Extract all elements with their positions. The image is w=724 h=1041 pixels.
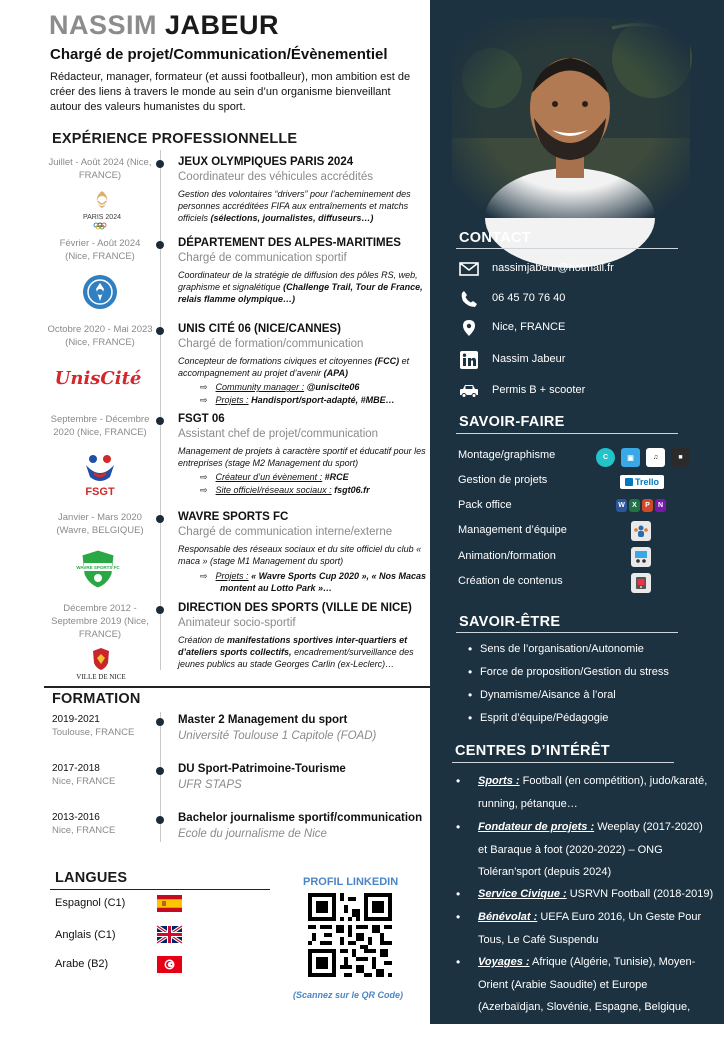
experience-sub-item: ⇨ Community manager : @uniscite06: [200, 382, 360, 392]
experience-title: EXPÉRIENCE PROFESSIONNELLE: [52, 131, 298, 147]
phone-icon: [458, 289, 480, 309]
formation-place: Toulouse, FRANCE: [52, 727, 135, 738]
experience-role: Animateur socio-sportif: [178, 617, 296, 629]
phone-text[interactable]: 06 45 70 76 40: [492, 292, 566, 304]
uk-flag-icon: [157, 926, 182, 943]
contact-title: CONTACT: [459, 230, 531, 246]
svg-text:PARIS 2024: PARIS 2024: [82, 214, 122, 221]
timeline-dot: [156, 718, 164, 726]
wavre-sports-logo: [78, 548, 118, 590]
experience-desc: Création de manifestations sportives inter-quartiers et d’ateliers sports collectifs, encadrement/surveillance des jeunes publics au stade Georges Carlin (ex-Leclerc)…: [178, 635, 414, 669]
formation-degree: DU Sport-Patrimoine-Tourisme: [178, 763, 346, 775]
section-divider: [456, 433, 678, 434]
excel-icon: X: [629, 499, 640, 512]
section-divider: [456, 248, 678, 249]
formation-date: 2019-2021: [52, 714, 100, 725]
experience-title-text: UNIS CITÉ 06 (NICE/CANNES): [178, 323, 341, 335]
experience-date: Octobre 2020 - Mai 2023 (Nice, FRANCE): [47, 324, 153, 348]
experience-sub-item: ⇨ Site officiel/réseaux sociaux : fsgt06.fr: [200, 485, 370, 495]
savoir-etre-title: SAVOIR-ÊTRE: [459, 614, 561, 630]
formation-title: FORMATION: [52, 691, 141, 707]
svg-text:FSGT: FSGT: [85, 486, 115, 498]
skill-item: Création de contenus: [458, 575, 563, 587]
car-icon: [458, 381, 480, 401]
soft-skill-item: • Esprit d’équipe/Pédagogie: [480, 712, 608, 724]
canva-icon: C: [596, 448, 615, 467]
formation-school: Université Toulouse 1 Capitole (FOAD): [178, 730, 377, 742]
powerpoint-icon: P: [642, 499, 653, 512]
svg-text:VILLE DE NICE: VILLE DE NICE: [76, 673, 126, 681]
experience-role: Assistant chef de projet/communication: [178, 428, 379, 440]
trello-icon: Trello: [620, 475, 664, 489]
spain-flag-icon: [157, 895, 182, 912]
experience-item: [0, 237, 430, 317]
timeline-dot: [156, 816, 164, 824]
experience-date: Décembre 2012 - Septembre 2019 (Nice, FRANCE): [51, 603, 149, 640]
paris-2024-logo: [78, 188, 126, 230]
experience-desc: Concepteur de formations civiques et citoyennes (FCC) et accompagnement au projet d’avenir (APA): [178, 356, 410, 378]
team-icon: [631, 521, 651, 541]
experience-title-text: JEUX OLYMPIQUES PARIS 2024: [178, 156, 354, 168]
soft-skill-item: • Force de proposition/Gestion du stress: [480, 666, 669, 678]
interest-item: • Voyages : Afrique (Algérie, Tunisie), Moyen-Orient (Arabie Saoudite) et Europe (Azerbaïdjan, Slovénie, Espagne, Belgique, Turquie, Grèce): [456, 955, 696, 1036]
experience-role: Chargé de communication interne/externe: [178, 526, 393, 538]
formation-place: Nice, FRANCE: [52, 825, 116, 836]
ville-de-nice-logo: [76, 646, 126, 682]
experience-item: [0, 602, 430, 682]
soft-skill-item: • Sens de l’organisation/Autonomie: [480, 643, 644, 655]
experience-desc: Management de projets à caractère sportif et éducatif pour les entreprises (stage M2 Management du sport): [178, 446, 426, 468]
skill-item: Management d’équipe: [458, 524, 567, 536]
experience-date: Septembre - Décembre 2020 (Nice, FRANCE): [50, 414, 150, 438]
mail-icon: [458, 259, 480, 279]
office-icons: [616, 499, 666, 512]
tunisia-flag-icon: [157, 956, 182, 973]
experience-item: [0, 156, 430, 236]
skill-item: Montage/graphisme: [458, 449, 556, 461]
timeline-dot: [156, 606, 164, 614]
svg-text:WAVRE SPORTS FC: WAVRE SPORTS FC: [76, 565, 120, 570]
interest-item: • Sports : Football (en compétition), judo/karaté, running, pétanque…: [456, 774, 708, 810]
location-pin-icon: [458, 318, 480, 338]
experience-desc: Responsable des réseaux sociaux et du site officiel du club « maca » (stage M1 Management du sport): [178, 544, 422, 566]
experience-sub-item: ⇨ Projets : « Wavre Sports Cup 2020 », « Nos Macas montent au Lotto Park »…: [200, 571, 426, 593]
word-icon: W: [616, 499, 627, 512]
contact-location: [458, 318, 698, 338]
experience-title-text: DIRECTION DES SPORTS (VILLE DE NICE): [178, 602, 412, 614]
interest-item: • Bénévolat : UEFA Euro 2016, Un Geste Pour Tous, Le Café Suspendu: [456, 910, 702, 946]
interest-item: • Service Civique : USRVN Football (2018-2019): [456, 887, 714, 901]
timeline-dot: [156, 417, 164, 425]
experience-role: Chargé de communication sportif: [178, 252, 347, 264]
linkedin-icon: [458, 350, 480, 370]
language-item: Anglais (C1): [55, 929, 116, 941]
timeline-dot: [156, 515, 164, 523]
linkedin-qr-title: PROFIL LINKEDIN: [303, 876, 399, 888]
timeline-dot: [156, 327, 164, 335]
job-title: Chargé de projet/Communication/Évènementiel: [50, 46, 388, 63]
skill-item: Animation/formation: [458, 550, 556, 562]
soft-skill-item: • Dynamisme/Aisance à l’oral: [480, 689, 616, 701]
person-name: [49, 10, 279, 41]
experience-title-text: WAVRE SPORTS FC: [178, 511, 289, 523]
video-editor-icon: ■: [671, 448, 690, 467]
experience-sub-item: ⇨ Projets : Handisport/sport-adapté, #MBE…: [200, 395, 395, 405]
contact-license: [458, 381, 698, 401]
contact-phone[interactable]: [458, 289, 698, 309]
alpes-maritimes-logo: [80, 274, 120, 310]
uniscite-logo: UnisCité: [54, 367, 142, 389]
onenote-icon: N: [655, 499, 666, 512]
section-divider: [50, 889, 270, 890]
experience-date: Février - Août 2024 (Nice, FRANCE): [59, 238, 141, 262]
language-item: Espagnol (C1): [55, 897, 126, 909]
savoir-faire-title: SAVOIR-FAIRE: [459, 414, 565, 430]
interests-title: CENTRES D’INTÉRÊT: [455, 743, 610, 759]
location-text: Nice, FRANCE: [492, 321, 566, 333]
photo-editor-icon: ▣: [621, 448, 640, 467]
experience-role: Coordinateur des véhicules accrédités: [178, 171, 373, 183]
skill-item: Gestion de projets: [458, 474, 548, 486]
experience-item: [0, 323, 430, 413]
qr-caption: (Scannez sur le QR Code): [293, 990, 404, 1000]
languages-title: LANGUES: [55, 870, 128, 886]
experience-item: [0, 511, 430, 601]
timeline-dot: [156, 160, 164, 168]
experience-desc: Gestion des volontaires “drivers” pour l’acheminement des personnes accréditées FIFA aux entraînements et matchs officiels (sélections, journalistes, diffuseurs…): [178, 189, 411, 223]
audio-editor-icon: ♫: [646, 448, 665, 467]
license-text: Permis B + scooter: [492, 384, 586, 396]
formation-date: 2013-2016: [52, 812, 100, 823]
timeline-dot: [156, 767, 164, 775]
contact-email[interactable]: [458, 259, 698, 279]
email-text[interactable]: nassimjabeur@hotmail.fr: [492, 262, 614, 274]
content-creation-icon: [631, 573, 651, 593]
experience-role: Chargé de formation/communication: [178, 338, 364, 350]
experience-sub-item: ⇨ Créateur d’un évènement : #RCE: [200, 472, 349, 482]
linkedin-text[interactable]: Nassim Jabeur: [492, 353, 566, 365]
experience-date: Juillet - Août 2024 (Nice, FRANCE): [48, 157, 152, 181]
profile-photo: [452, 18, 690, 218]
contact-linkedin[interactable]: [458, 350, 698, 370]
formation-degree: Master 2 Management du sport: [178, 714, 348, 726]
formation-school: Ecole du journalisme de Nice: [178, 828, 327, 840]
experience-title-text: DÉPARTEMENT DES ALPES-MARITIMES: [178, 237, 401, 249]
formation-degree: Bachelor journalisme sportif/communication: [178, 812, 423, 824]
experience-date: Janvier - Mars 2020 (Wavre, BELGIQUE): [56, 512, 144, 536]
formation-place: Nice, FRANCE: [52, 776, 116, 787]
formation-school: UFR STAPS: [178, 779, 242, 791]
skill-item: Pack office: [458, 499, 512, 511]
first-name: NASSIM: [49, 10, 158, 40]
section-divider: [456, 632, 678, 633]
section-divider: [44, 686, 430, 688]
experience-item: [0, 413, 430, 513]
interest-item: • Fondateur de projets : Weeplay (2017-2020) et Baraque à foot (2020-2022) – ONG Toléran’sport (depuis 2024): [456, 820, 703, 878]
linkedin-qr-code[interactable]: [308, 893, 392, 977]
formation-date: 2017-2018: [52, 763, 100, 774]
experience-title-text: FSGT 06: [178, 413, 225, 425]
experience-desc: Coordinateur de la stratégie de diffusion des pôles RS, web, graphisme et signalétique (Challenge Trail, Tour de France, relais flamme olympique…): [178, 270, 423, 304]
last-name: JABEUR: [165, 10, 280, 40]
presentation-icon: [631, 547, 651, 567]
fsgt-logo: [76, 451, 124, 499]
intro-text: Rédacteur, manager, formateur (et aussi footballeur), mon ambition est de créer des liens à travers le monde au sein d’un organisme bienveillant autour des valeurs humanistes du sport.: [50, 71, 411, 113]
section-divider: [452, 762, 674, 763]
language-item: Arabe (B2): [55, 958, 109, 970]
timeline-dot: [156, 241, 164, 249]
